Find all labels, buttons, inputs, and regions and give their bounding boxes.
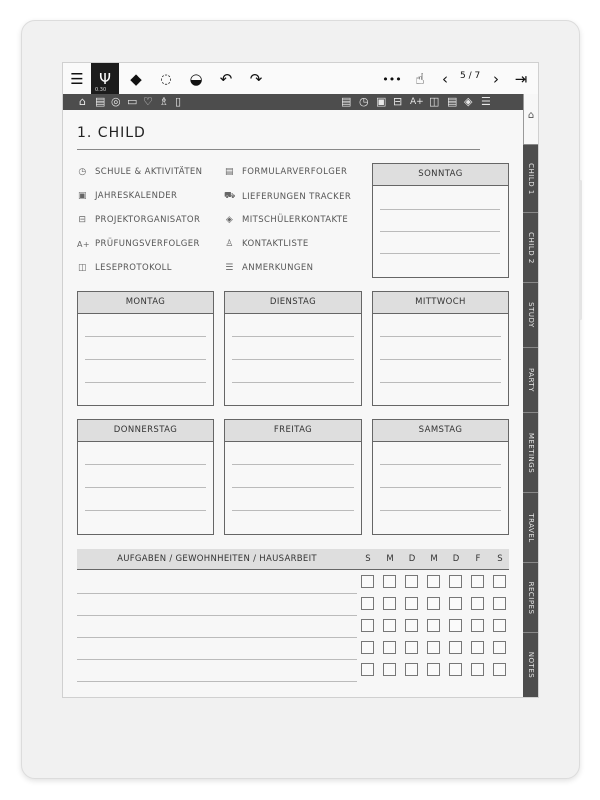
writing-line: [380, 382, 501, 383]
habit-checkbox[interactable]: [405, 641, 418, 654]
tab-label: NOTES: [526, 651, 535, 679]
writing-line: [85, 382, 206, 383]
tab-party[interactable]: [523, 347, 538, 412]
tab-child-1[interactable]: [523, 144, 538, 212]
habit-checkbox[interactable]: [471, 575, 484, 588]
day-letter: S: [497, 554, 503, 564]
page-indicator: 5 / 7: [460, 71, 481, 81]
writing-line: [85, 359, 206, 360]
task-line[interactable]: [77, 593, 357, 594]
habit-checkbox[interactable]: [405, 619, 418, 632]
habit-checkbox[interactable]: [449, 641, 462, 654]
habit-checkbox[interactable]: [471, 597, 484, 610]
list-doc-icon[interactable]: ▤: [447, 95, 458, 108]
day-header: MITTWOCH: [373, 292, 508, 314]
title-divider: [77, 149, 480, 150]
day-header: FREITAG: [225, 420, 361, 442]
habit-checkbox[interactable]: [383, 575, 396, 588]
habit-checkbox[interactable]: [427, 575, 440, 588]
briefcase-icon: ⊟: [78, 215, 87, 225]
calendar-icon[interactable]: ▣: [376, 95, 387, 108]
writing-line: [232, 382, 354, 383]
habit-checkbox[interactable]: [493, 575, 506, 588]
habit-checkbox[interactable]: [383, 597, 396, 610]
book-icon[interactable]: ◫: [429, 95, 440, 108]
top-toolbar: [63, 63, 538, 94]
clock-icon[interactable]: ◷: [359, 95, 369, 108]
tab-label: CHILD 1: [526, 162, 535, 195]
touch-icon[interactable]: ☝: [415, 70, 425, 88]
day-letter: D: [452, 554, 460, 564]
link-label: MITSCHÜLERKONTAKTE: [242, 215, 349, 225]
link-schule[interactable]: [77, 167, 202, 177]
writing-line: [85, 487, 206, 488]
home-tab-icon[interactable]: ⌂: [523, 94, 538, 144]
redo-icon[interactable]: ↷: [249, 70, 263, 88]
document-icon[interactable]: ▯: [175, 95, 182, 108]
link-label: LESEPROTOKOLL: [95, 263, 172, 273]
day-header: MONTAG: [78, 292, 213, 314]
monday-box[interactable]: [77, 291, 214, 406]
graduation-cap-icon: ◈: [225, 215, 234, 225]
writing-line: [232, 336, 354, 337]
truck-icon: ⛟: [224, 191, 236, 201]
habit-checkbox[interactable]: [361, 597, 374, 610]
tab-label: TRAVEL: [526, 512, 535, 543]
habit-checkbox[interactable]: [383, 619, 396, 632]
link-mitschuelerkontakte[interactable]: [224, 215, 348, 225]
link-jahreskalender[interactable]: [77, 191, 177, 201]
habit-checkbox[interactable]: [449, 575, 462, 588]
task-line[interactable]: [77, 615, 357, 616]
tab-label: STUDY: [526, 302, 535, 328]
habit-checkbox[interactable]: [493, 663, 506, 676]
tab-travel[interactable]: [523, 492, 538, 562]
link-lieferungen-tracker[interactable]: [224, 191, 351, 202]
writing-line: [232, 464, 354, 465]
habit-checkbox[interactable]: [361, 575, 374, 588]
grade-icon[interactable]: A+: [410, 97, 424, 107]
exit-icon[interactable]: ⇥: [514, 70, 528, 88]
link-projektorganisator[interactable]: [77, 215, 200, 225]
day-letter: M: [430, 554, 438, 564]
page-title: 1. CHILD: [77, 125, 146, 141]
habit-checkbox[interactable]: [383, 641, 396, 654]
task-line[interactable]: [77, 681, 357, 682]
task-line[interactable]: [77, 637, 357, 638]
briefcase-icon[interactable]: ⊟: [393, 95, 403, 108]
clipboard-icon: ▤: [225, 167, 234, 177]
day-header: DIENSTAG: [225, 292, 361, 314]
section-tabs: [523, 94, 538, 697]
pen-tool-button[interactable]: [91, 63, 119, 94]
saturday-box[interactable]: [372, 419, 509, 535]
habit-checkbox[interactable]: [493, 619, 506, 632]
graduation-cap-icon[interactable]: ◈: [464, 95, 473, 108]
planner-nav-bar: [63, 94, 523, 110]
writing-line: [380, 231, 500, 232]
gym-icon[interactable]: ♗: [159, 95, 169, 108]
habit-checkbox[interactable]: [427, 641, 440, 654]
pen-icon: Ψ: [99, 69, 111, 88]
habit-checkbox[interactable]: [493, 597, 506, 610]
tab-child-2[interactable]: [523, 212, 538, 282]
link-leseprotokoll[interactable]: [77, 263, 172, 273]
target-icon[interactable]: ◎: [111, 95, 121, 108]
clipboard-icon[interactable]: ▤: [341, 95, 352, 108]
day-letter: F: [475, 554, 481, 564]
habit-checkbox[interactable]: [405, 575, 418, 588]
link-pruefungsverfolger[interactable]: [77, 239, 200, 249]
habit-checkbox[interactable]: [427, 663, 440, 676]
link-label: LIEFERUNGEN TRACKER: [242, 191, 352, 202]
home-icon[interactable]: ⌂: [79, 95, 86, 108]
eraser-icon[interactable]: ◆: [130, 70, 142, 88]
writing-line: [380, 487, 501, 488]
tab-meetings[interactable]: [523, 412, 538, 492]
money-icon[interactable]: ▭: [127, 95, 138, 108]
habit-checkbox[interactable]: [449, 597, 462, 610]
friday-box[interactable]: [224, 419, 362, 535]
day-letter: S: [365, 554, 371, 564]
book-icon: ◫: [78, 263, 87, 273]
link-label: FORMULARVERFOLGER: [242, 167, 348, 177]
tab-study[interactable]: [523, 282, 538, 347]
tasks-title: AUFGABEN / GEWOHNHEITEN / HAUSARBEIT: [117, 554, 317, 564]
writing-line: [232, 487, 354, 488]
task-line[interactable]: [77, 659, 357, 660]
writing-line: [232, 510, 354, 511]
habit-checkbox[interactable]: [449, 663, 462, 676]
heart-icon[interactable]: ♡: [143, 95, 153, 108]
tasks-header: [77, 549, 509, 570]
grade-icon: A+: [77, 239, 90, 249]
writing-line: [380, 209, 500, 210]
habit-checkbox[interactable]: [361, 663, 374, 676]
habit-checkbox[interactable]: [471, 641, 484, 654]
notes-icon[interactable]: ▤: [95, 95, 106, 108]
menu-icon[interactable]: ☰: [70, 70, 84, 88]
day-letter: M: [386, 554, 394, 564]
day-letter: D: [408, 554, 416, 564]
day-header: DONNERSTAG: [78, 420, 213, 442]
habit-checkbox[interactable]: [383, 663, 396, 676]
link-label: ANMERKUNGEN: [242, 263, 314, 273]
list-icon: ☰: [225, 263, 234, 273]
next-page-button[interactable]: ›: [493, 70, 499, 88]
more-button[interactable]: •••: [382, 72, 402, 86]
habit-checkbox[interactable]: [471, 663, 484, 676]
writing-line: [380, 510, 501, 511]
link-label: JAHRESKALENDER: [95, 191, 178, 201]
tab-notes[interactable]: [523, 632, 538, 697]
clock-icon: ◷: [78, 167, 87, 177]
person-icon: ♙: [225, 239, 234, 249]
link-label: PRÜFUNGSVERFOLGER: [95, 239, 200, 249]
layers-icon[interactable]: ◒: [189, 70, 203, 88]
habit-checkbox[interactable]: [405, 597, 418, 610]
habit-checkbox[interactable]: [361, 619, 374, 632]
tab-label: MEETINGS: [526, 432, 535, 473]
wednesday-box[interactable]: [372, 291, 509, 406]
screen: [62, 62, 539, 698]
link-label: KONTAKTLISTE: [242, 239, 309, 249]
writing-line: [380, 336, 501, 337]
prev-page-button[interactable]: ‹: [442, 70, 448, 88]
habit-checkbox[interactable]: [427, 619, 440, 632]
link-anmerkungen[interactable]: [224, 263, 313, 273]
undo-icon[interactable]: ↶: [219, 70, 233, 88]
habit-checkbox[interactable]: [493, 641, 506, 654]
link-label: PROJEKTORGANISATOR: [95, 215, 201, 225]
habit-checkbox[interactable]: [449, 619, 462, 632]
day-header: SONNTAG: [373, 164, 508, 186]
writing-line: [380, 253, 500, 254]
tab-label: RECIPES: [526, 581, 535, 614]
writing-line: [232, 359, 354, 360]
tab-label: CHILD 2: [526, 231, 535, 264]
habit-checkbox[interactable]: [405, 663, 418, 676]
link-formularverfolger[interactable]: [224, 167, 347, 177]
writing-line: [85, 336, 206, 337]
writing-line: [85, 464, 206, 465]
side-button: [579, 180, 582, 320]
lasso-icon[interactable]: ◌: [160, 71, 172, 87]
writing-line: [380, 359, 501, 360]
tuesday-box[interactable]: [224, 291, 362, 406]
link-label: SCHULE & AKTIVITÄTEN: [95, 167, 203, 177]
pen-size-label: 0.30: [95, 87, 107, 93]
menu-list-icon[interactable]: ☰: [481, 95, 491, 108]
writing-line: [85, 510, 206, 511]
day-header: SAMSTAG: [373, 420, 508, 442]
sunday-box[interactable]: [372, 163, 509, 278]
thursday-box[interactable]: [77, 419, 214, 535]
tab-recipes[interactable]: [523, 562, 538, 632]
habit-checkbox[interactable]: [361, 641, 374, 654]
link-kontaktliste[interactable]: [224, 239, 309, 249]
calendar-icon: ▣: [78, 191, 87, 201]
writing-line: [380, 464, 501, 465]
habit-checkbox[interactable]: [427, 597, 440, 610]
habit-checkbox[interactable]: [471, 619, 484, 632]
tab-label: PARTY: [526, 368, 535, 392]
